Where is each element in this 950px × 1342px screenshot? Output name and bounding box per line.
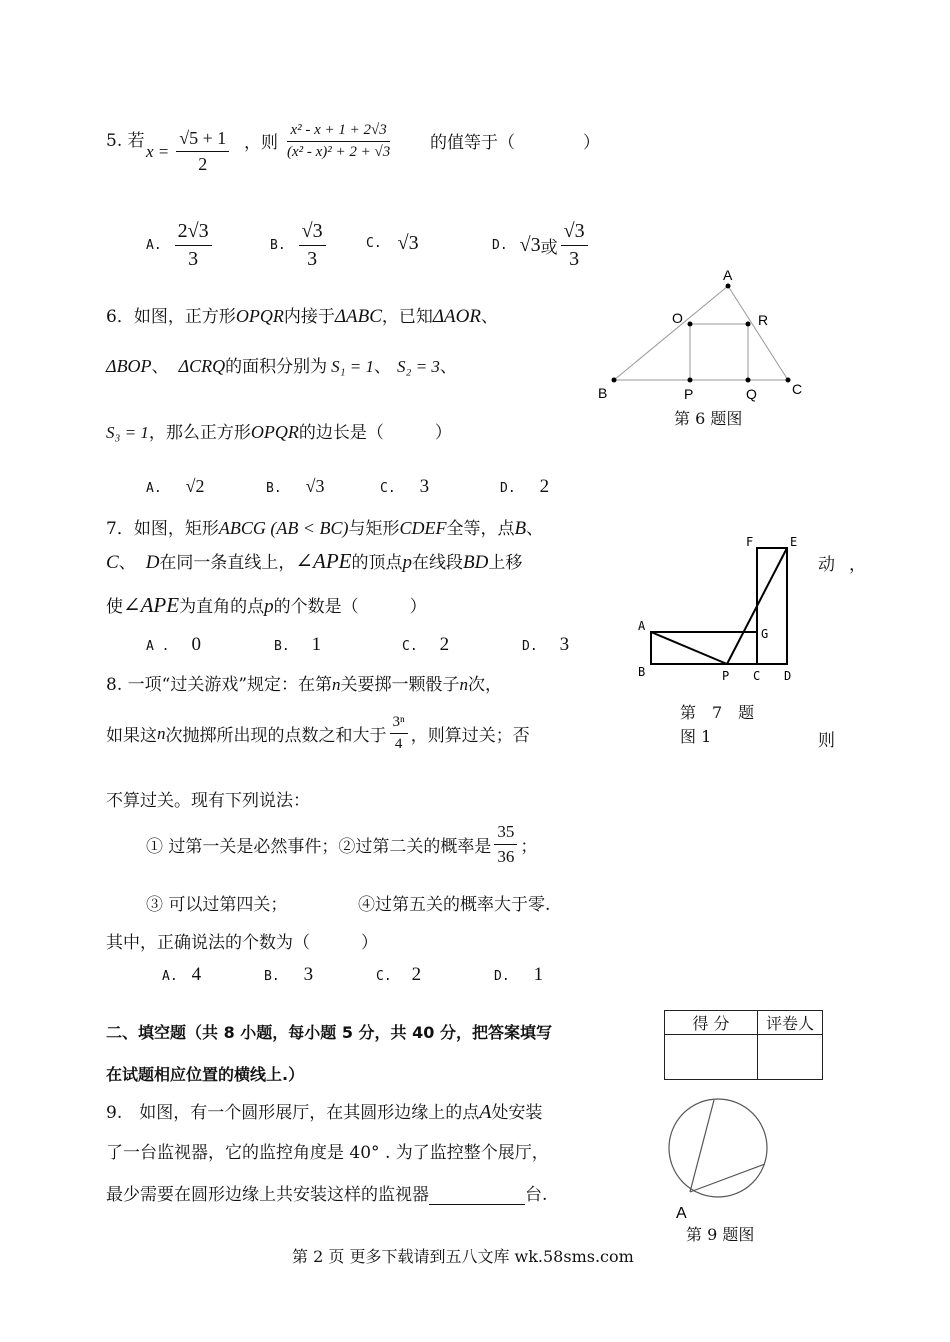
q8-b-value: 3 <box>303 964 314 985</box>
q7-text: 与矩形 <box>348 519 400 539</box>
monitor-ray-1 <box>690 1100 714 1192</box>
label-r: R <box>758 312 769 328</box>
q6-text: 内接于 <box>283 307 335 327</box>
q5-a-fraction <box>175 220 212 271</box>
q5-d-den: 3 <box>569 248 580 270</box>
q8-n: n <box>157 723 166 743</box>
q8-text: 次抛掷所出现的点数之和大于 <box>165 726 387 746</box>
q7-option-b <box>274 634 321 656</box>
q7-figure-caption-2: 图 1 <box>680 727 712 746</box>
q6-line-2 <box>106 352 457 377</box>
q5-x-numerator: √5 + 1 <box>176 128 229 152</box>
q6-option-a <box>146 476 205 497</box>
q5-x-fraction <box>176 128 229 175</box>
q7-abcg: ABCG (AB < BC) <box>218 518 349 538</box>
point-o <box>688 322 693 327</box>
label-a: A <box>723 268 733 283</box>
option-label: C. <box>380 481 396 496</box>
q7-option-c <box>402 634 449 656</box>
q6-text: ，已知 <box>381 307 433 327</box>
q6-aor: ΔAOR <box>432 306 481 327</box>
q8-text: 8. 一项“过关游戏”规定：在第 <box>106 675 333 695</box>
exhibition-hall-circle <box>669 1099 767 1197</box>
q6-a-value: √2 <box>185 476 205 496</box>
label-b: B <box>638 665 646 679</box>
q6-s3: S₃ = 1 <box>106 423 149 442</box>
q7-text: 、 <box>118 553 136 573</box>
q8-prob-den: 36 <box>497 847 515 866</box>
q5-b-fraction <box>299 220 326 271</box>
q7-cdef: CDEF <box>399 518 447 538</box>
option-label: C. <box>366 236 382 251</box>
q6-s1: S₁ = 1 <box>331 357 375 376</box>
q7-option-d <box>522 634 569 656</box>
q5-b-den: 3 <box>307 248 318 270</box>
q6-crq: ΔCRQ <box>178 356 226 376</box>
q7-ape: ∠APE <box>295 549 352 573</box>
q8-line-1 <box>106 670 502 695</box>
q5-expr-fraction <box>287 122 390 161</box>
q6-text: ，那么正方形 <box>148 423 251 443</box>
point-a <box>726 284 731 289</box>
q7-text: 、 <box>526 519 544 539</box>
q5-a-num: 2√3 <box>175 220 212 246</box>
q6-text: 6．如图，正方形 <box>106 307 236 327</box>
q9-a: A <box>479 1101 492 1123</box>
q5-expr-denominator: (x² - x)² + 2 + √3 <box>287 144 391 160</box>
q7-line-3 <box>106 592 427 618</box>
q6-text: 、 <box>374 357 392 377</box>
q8-frac-den: 4 <box>394 736 403 752</box>
grader-cell[interactable] <box>758 1035 823 1080</box>
q6-option-b <box>266 476 325 497</box>
q7-text: 上移 <box>488 553 523 573</box>
option-label: A. <box>146 238 162 253</box>
q6-c-value: 3 <box>419 476 430 497</box>
q6-figure <box>590 268 820 408</box>
q7-text: 全等，点 <box>446 519 515 539</box>
score-cell[interactable] <box>665 1035 758 1080</box>
q7-figure-caption-1: 第 7 题 <box>680 703 755 722</box>
label-e: E <box>790 535 798 549</box>
q8-line-3: 不算过关。现有下列说法： <box>106 791 310 811</box>
point-p <box>688 378 693 383</box>
q8-text: ； <box>520 837 538 857</box>
option-label: B. <box>274 639 290 654</box>
q9-line-2: 了一台监视器，它的监控角度是 40° . 为了监控整个展厅， <box>106 1143 549 1163</box>
label-p: P <box>722 669 730 683</box>
q6-d-value: 2 <box>539 476 550 497</box>
page-footer: 第 2 页 更多下载请到五八文库 wk.58sms.com <box>292 1247 634 1266</box>
option-label: A. <box>162 969 178 984</box>
point-r <box>746 322 751 327</box>
option-label: D. <box>492 238 508 253</box>
q9-text: 最少需要在圆形边缘上共安装这样的监视器 <box>106 1185 429 1205</box>
q9-figure-caption: 第 9 题图 <box>686 1225 755 1244</box>
q5-x-definition <box>146 128 232 175</box>
q6-option-d <box>500 476 549 498</box>
q7-figure <box>632 530 812 690</box>
q7-line-2-end: 动， <box>818 555 880 575</box>
q9-text: 9. 如图，有一个圆形展厅，在其圆形边缘上的点 <box>106 1103 480 1123</box>
q7-p: p <box>264 596 274 617</box>
label-d: D <box>784 669 792 683</box>
q8-n: n <box>459 675 469 694</box>
q5-suffix: 的值等于（ ） <box>430 133 600 153</box>
q8-option-b <box>264 964 313 986</box>
q5-expression <box>284 122 393 161</box>
score-header: 得 分 <box>665 1011 758 1035</box>
q8-text: 如果这 <box>106 726 157 746</box>
q5-prefix: 5. 若 <box>106 131 145 151</box>
answer-blank[interactable] <box>429 1186 525 1205</box>
q7-ape: ∠APE <box>123 593 180 617</box>
q7-d-value: 3 <box>559 634 570 655</box>
option-label: B. <box>270 238 286 253</box>
q8-line-2 <box>106 714 530 753</box>
q8-text: 次， <box>468 675 503 695</box>
side-ac <box>728 286 788 380</box>
q9-text: 处安装 <box>491 1103 543 1123</box>
option-label: C. <box>402 639 418 654</box>
q8-option-a <box>162 964 201 986</box>
label-b: B <box>598 385 608 401</box>
q5-option-c <box>366 232 419 255</box>
q7-text: 在线段 <box>412 553 464 573</box>
q6-figure-caption: 第 6 题图 <box>674 409 743 428</box>
q7-bd: BD <box>463 552 489 573</box>
section2-heading-line-2: 在试题相应位置的横线上.） <box>106 1065 305 1084</box>
q8-option-d <box>494 964 543 986</box>
q8-statement-3: ③ 可以过第四关； <box>146 895 288 915</box>
q6-text: 、 <box>151 357 169 377</box>
q8-a-value: 4 <box>191 964 202 985</box>
q6-bop: ΔBOP <box>106 356 152 376</box>
q9-line-3 <box>106 1180 547 1205</box>
q6-text: 的边长是（ ） <box>298 423 452 443</box>
q8-threshold-fraction <box>390 714 408 753</box>
q5-option-d <box>492 220 591 271</box>
q6-opqr: OPQR <box>235 306 284 326</box>
label-c: C <box>753 669 761 683</box>
q8-frac-num: 3ⁿ <box>390 714 408 734</box>
point-b <box>612 378 617 383</box>
q5-x-denominator: 2 <box>198 154 208 174</box>
option-label: D. <box>522 639 538 654</box>
q7-b-value: 1 <box>311 634 322 655</box>
q8-line-4: 其中，正确说法的个数为（ ） <box>106 933 378 953</box>
option-label: D. <box>494 969 510 984</box>
q9-text: 台. <box>525 1185 548 1205</box>
q7-text: 7．如图，矩形 <box>106 519 219 539</box>
q8-text: ，则算过关；否 <box>410 726 530 746</box>
q7-option-a <box>146 634 201 656</box>
q9-line-1 <box>106 1098 542 1124</box>
q8-prob-num: 35 <box>494 822 517 845</box>
q8-d-value: 1 <box>533 964 544 985</box>
option-label: A. <box>146 481 162 496</box>
q5-then: ，则 <box>244 133 278 153</box>
q5-d-num: √3 <box>561 220 588 246</box>
q6-text: 的面积分别为 <box>225 357 328 377</box>
q5-expr-numerator: x² - x + 1 + 2√3 <box>287 122 389 142</box>
q8-n: n <box>332 675 341 694</box>
q7-text: 为直角的点 <box>179 597 265 617</box>
q8-line-2-end: 则 <box>818 731 835 751</box>
label-q: Q <box>746 386 757 402</box>
q5-a-den: 3 <box>188 248 199 270</box>
q8-c-value: 2 <box>411 964 422 985</box>
q7-c-value: 2 <box>439 634 450 655</box>
label-o: O <box>672 310 683 326</box>
label-f: F <box>746 535 754 549</box>
q7-text: 的顶点 <box>351 553 403 573</box>
grader-header: 评卷人 <box>758 1011 823 1035</box>
label-c: C <box>792 381 803 397</box>
q5-b-num: √3 <box>299 220 326 246</box>
q9-figure <box>664 1098 784 1222</box>
monitor-ray-2 <box>690 1164 765 1192</box>
point-c <box>786 378 791 383</box>
q5-d-value: √3 <box>519 234 541 256</box>
score-table <box>664 1010 823 1080</box>
q7-p: p <box>402 552 413 573</box>
segment-ap <box>651 632 727 664</box>
q5-x-eq: x = <box>146 141 170 161</box>
q7-b: B <box>514 518 527 539</box>
q6-abc: ΔABC <box>334 306 382 327</box>
point-q <box>746 378 751 383</box>
q8-text: 关要掷一颗骰子 <box>340 675 460 695</box>
q6-text: 、 <box>439 357 457 377</box>
q7-a-value: 0 <box>191 634 201 655</box>
q5-d-or: 或 <box>540 238 558 258</box>
q5-option-a <box>146 220 215 271</box>
q7-line-2 <box>106 548 522 574</box>
q5-option-b <box>270 220 329 271</box>
q7-c: C <box>106 552 119 573</box>
rect-cdef <box>757 548 787 664</box>
q7-text: 在同一条直线上， <box>159 553 296 573</box>
q8-probability-fraction <box>494 822 517 867</box>
q7-line-1 <box>106 514 543 540</box>
q8-statement-4: ④过第五关的概率大于零. <box>358 895 551 915</box>
q6-opqr: OPQR <box>250 422 299 442</box>
option-label: B. <box>264 969 280 984</box>
option-label: B. <box>266 481 282 496</box>
label-p: P <box>684 386 694 402</box>
label-g: G <box>761 627 769 641</box>
q6-text: 、 <box>480 307 498 327</box>
q7-d: D <box>145 552 160 573</box>
q6-line-3 <box>106 418 452 443</box>
q5-c-value: √3 <box>397 232 419 254</box>
q7-text: 的个数是（ ） <box>273 597 427 617</box>
q8-text: ① 过第一关是必然事件；②过第二关的概率是 <box>146 837 492 857</box>
side-ab <box>614 286 728 380</box>
q5-line <box>106 126 145 151</box>
q8-option-c <box>376 964 421 986</box>
q6-s2: S₂ = 3 <box>397 357 440 376</box>
q7-text: 使 <box>106 597 123 617</box>
option-label: A . <box>146 639 170 654</box>
q8-statements-1 <box>146 822 537 867</box>
label-a: A <box>676 1205 687 1222</box>
q6-b-value: √3 <box>305 476 325 496</box>
option-label: C. <box>376 969 392 984</box>
q5-d-fraction <box>561 220 588 271</box>
q6-line-1 <box>106 302 498 328</box>
option-label: D. <box>500 481 516 496</box>
q6-option-c <box>380 476 429 498</box>
section2-heading-line-1: 二、填空题（共 8 小题，每小题 5 分，共 40 分，把答案填写 <box>106 1023 552 1042</box>
label-a: A <box>638 619 646 633</box>
